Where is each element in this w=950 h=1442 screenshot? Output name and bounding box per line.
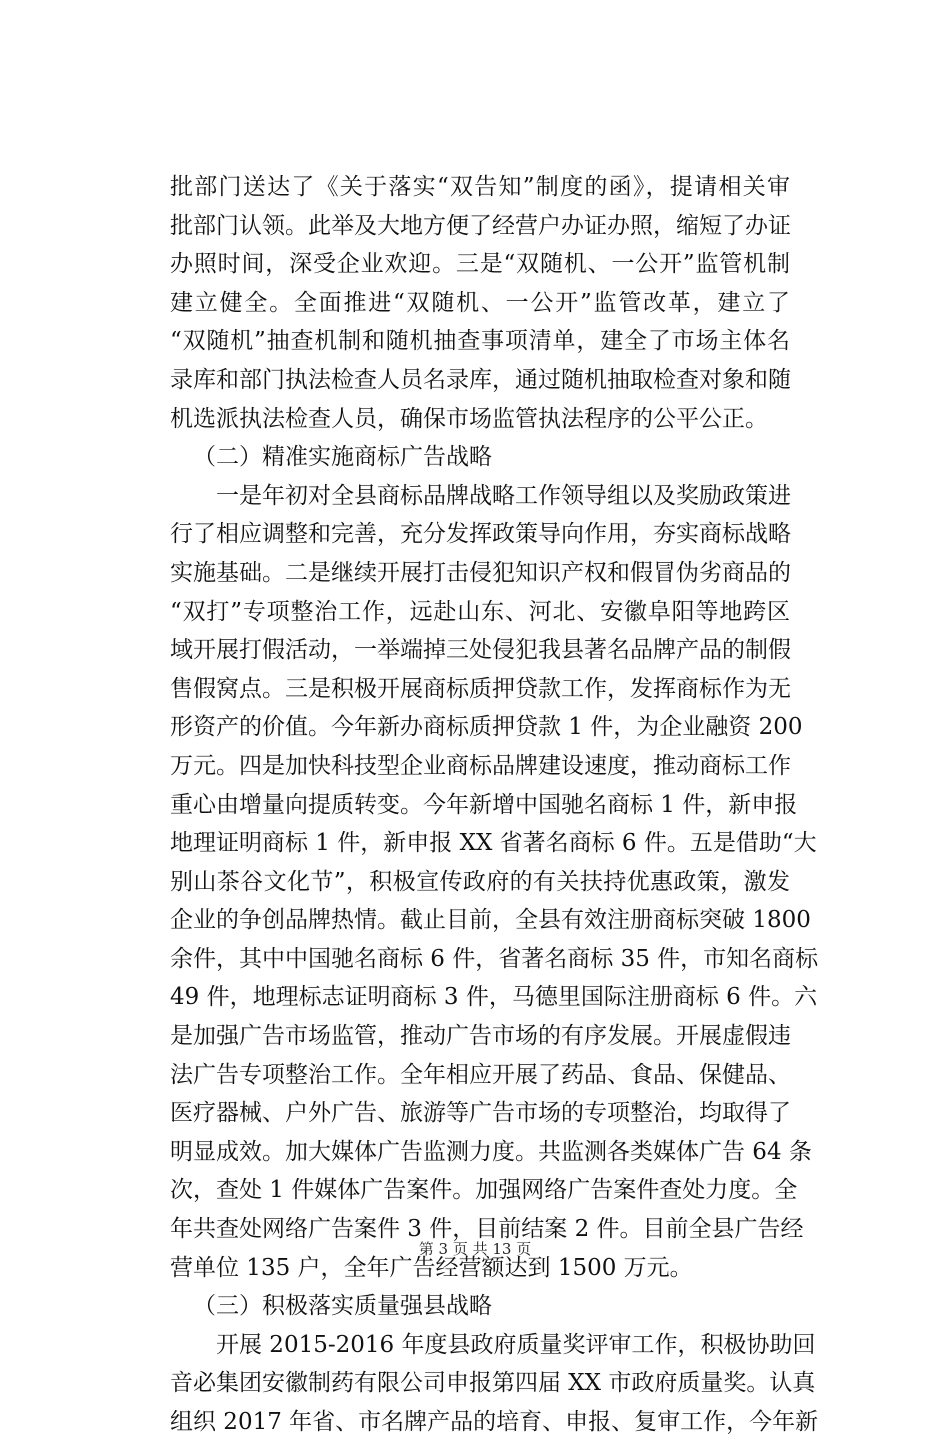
paragraph-line: 49 件，地理标志证明商标 3 件，马德里国际注册商标 6 件。六 <box>170 984 818 1011</box>
paragraph-line: 医疗器械、户外广告、旅游等广告市场的专项整治，均取得了 <box>170 1100 791 1127</box>
paragraph-line: 次，查处 1 件媒体广告案件。加强网络广告案件查处力度。全 <box>170 1177 798 1204</box>
paragraph-line: 余件，其中中国驰名商标 6 件，省著名商标 35 件，市知名商标 <box>170 945 819 972</box>
paragraph-line: 一是年初对全县商标品牌战略工作领导组以及奖励政策进 <box>170 482 791 509</box>
paragraph-line: 明显成效。加大媒体广告监测力度。共监测各类媒体广告 64 条 <box>170 1138 812 1165</box>
paragraph-line: 法广告专项整治工作。全年相应开展了药品、食品、保健品、 <box>170 1061 791 1088</box>
paragraph-line: 营单位 135 户，全年广告经营额达到 1500 万元。 <box>170 1254 693 1281</box>
paragraph-line: 地理证明商标 1 件，新申报 XX 省著名商标 6 件。五是借助“大 <box>170 830 817 857</box>
paragraph-line: “双随机”抽查机制和随机抽查事项清单，建全了市场主体名 <box>170 328 790 355</box>
page-footer: 第 3 页 共 13 页 <box>418 1240 532 1258</box>
paragraph-line: 重心由增量向提质转变。今年新增中国驰名商标 1 件，新申报 <box>170 791 798 818</box>
section-heading: （三）积极落实质量强县战略 <box>193 1293 492 1320</box>
paragraph-line: 组织 2017 年省、市名牌产品的培育、申报、复审工作，今年新 <box>170 1409 819 1435</box>
paragraph-line: 别山茶谷文化节”，积极宣传政府的有关扶持优惠政策，激发 <box>170 868 790 895</box>
paragraph-line: 办照时间，深受企业欢迎。三是“双随机、一公开”监管机制 <box>170 251 790 278</box>
paragraph-line: 批部门认领。此举及大地方便了经营户办证办照，缩短了办证 <box>170 212 791 239</box>
paragraph-line: 批部门送达了《关于落实“双告知”制度的函》，提请相关审 <box>170 174 790 200</box>
paragraph-line: 域开展打假活动，一举端掉三处侵犯我县著名品牌产品的制假 <box>170 637 791 664</box>
paragraph-line: 机选派执法检查人员，确保市场监管执法程序的公平公正。 <box>170 405 768 432</box>
paragraph-line: 形资产的价值。今年新办商标质押贷款 1 件，为企业融资 200 <box>170 714 803 741</box>
paragraph-line: 年共查处网络广告案件 3 件，目前结案 2 件。目前全县广告经 <box>170 1216 804 1243</box>
paragraph-line: 企业的争创品牌热情。截止目前，全县有效注册商标突破 1800 <box>170 907 811 934</box>
paragraph-line: 万元。四是加快科技型企业商标品牌建设速度，推动商标工作 <box>170 752 791 779</box>
paragraph-line: 是加强广告市场监管，推动广告市场的有序发展。开展虚假违 <box>170 1023 791 1050</box>
paragraph-line: 录库和部门执法检查人员名录库，通过随机抽取检查对象和随 <box>170 366 791 393</box>
paragraph-line: 行了相应调整和完善，充分发挥政策导向作用，夯实商标战略 <box>170 521 791 548</box>
paragraph-line: 建立健全。全面推进“双随机、一公开”监管改革，建立了 <box>170 289 790 316</box>
paragraph-line: 实施基础。二是继续开展打击侵犯知识产权和假冒伪劣商品的 <box>170 559 791 586</box>
section-heading: （二）精准实施商标广告战略 <box>193 444 492 471</box>
paragraph-line: 音必集团安徽制药有限公司申报第四届 XX 市政府质量奖。认真 <box>170 1370 816 1397</box>
paragraph-line: “双打”专项整治工作，远赴山东、河北、安徽阜阳等地跨区 <box>170 598 790 625</box>
paragraph-line: 开展 2015-2016 年度县政府质量奖评审工作，积极协助回 <box>170 1331 816 1358</box>
paragraph-line: 售假窝点。三是积极开展商标质押贷款工作，发挥商标作为无 <box>170 675 791 702</box>
